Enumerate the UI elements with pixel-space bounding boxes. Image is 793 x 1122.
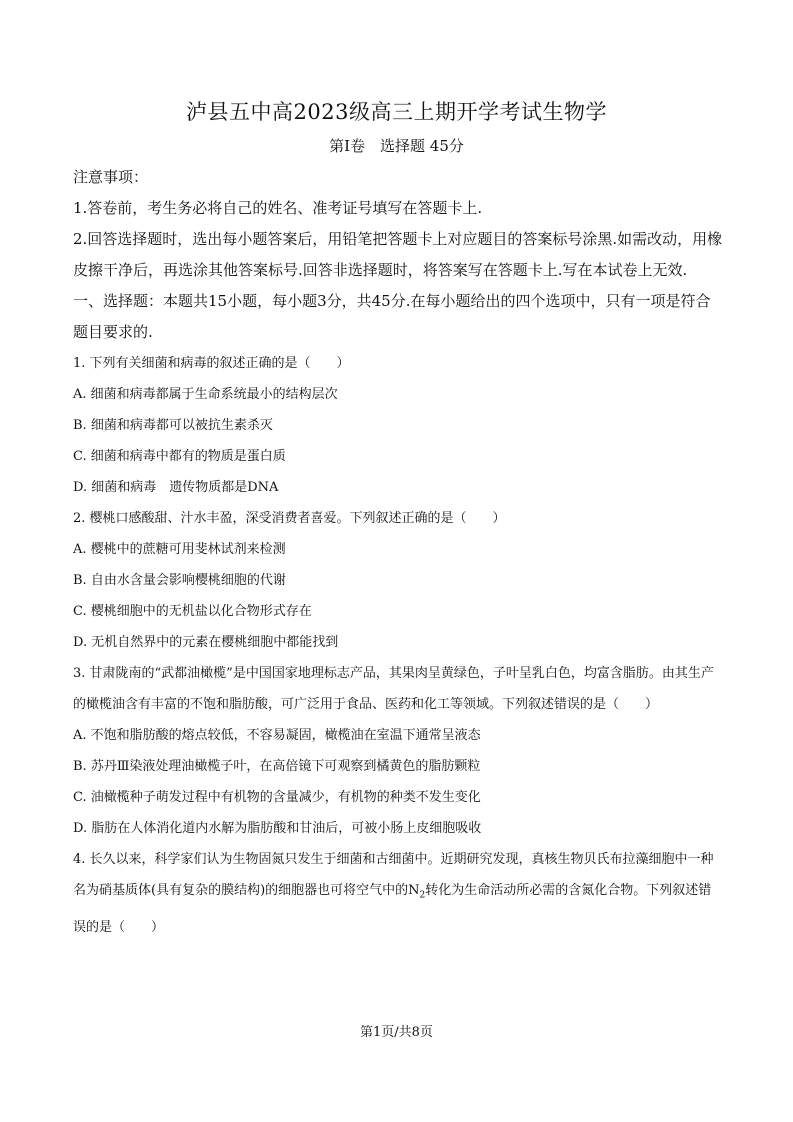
notice-item-1: 1.答卷前，考生务必将自己的姓名、准考证号填写在答题卡上. xyxy=(73,199,483,217)
option-a: A. 不饱和脂肪酸的熔点较低，不容易凝固，橄榄油在室温下通常呈液态 xyxy=(73,728,481,743)
notice-item-2: 2.回答选择题时，选出每小题答案后，用铅笔把答题卡上对应题目的答案标号涂黑.如需改动，用橡皮擦干净后，再选涂其他答案标号.回答非选择题时，将答案写在答题卡上.写在本试卷上无效. xyxy=(73,230,723,279)
question-1 xyxy=(73,348,723,503)
question-stem: 3. 甘肃陇南的“武都油橄榄”是中国国家地理标志产品，其果肉呈黄绿色，子叶呈乳白色，均富含脂肪。由其生产的橄榄油含有丰富的不饱和脂肪酸，可广泛用于食品、医药和化工等领域。下列叙述错误的是（ ） xyxy=(73,666,714,712)
question-stem: 1. 下列有关细菌和病毒的叙述正确的是（ ） xyxy=(73,356,350,371)
question-3 xyxy=(73,658,723,844)
option-a: A. 细菌和病毒都属于生命系统最小的结构层次 xyxy=(73,387,338,402)
option-c: C. 油橄榄种子萌发过程中有机物的含量减少，有机物的种类不发生变化 xyxy=(73,790,481,805)
option-b: B. 自由水含量会影响樱桃细胞的代谢 xyxy=(73,573,286,588)
page-title: 泸县五中高2023级高三上期开学考试生物学 xyxy=(186,100,607,124)
section-intro: 一、选择题：本题共15小题，每小题3分，共45分.在每小题给出的四个选项中，只有一项是符合题目要求的. xyxy=(73,292,711,341)
option-c: C. 樱桃细胞中的无机盐以化合物形式存在 xyxy=(73,604,312,619)
option-c: C. 细菌和病毒中都有的物质是蛋白质 xyxy=(73,449,286,464)
option-d: D. 脂肪在人体消化道内水解为脂肪酸和甘油后，可被小肠上皮细胞吸收 xyxy=(73,821,482,836)
option-b: B. 苏丹Ⅲ染液处理油橄榄子叶，在高倍镜下可观察到橘黄色的脂肪颗粒 xyxy=(73,759,481,774)
page-number: 第1页/共8页 xyxy=(360,1025,433,1040)
question-2 xyxy=(73,503,723,658)
question-stem xyxy=(73,844,723,943)
option-d: D. 无机自然界中的元素在樱桃细胞中都能找到 xyxy=(73,635,339,650)
question-stem-text: 4. 长久以来，科学家们认为生物固氮只发生于细菌和古细菌中。近期研究发现，真核生物贝氏布拉藻细胞中一种名为硝基质体(具有复杂的膜结构)的细胞器也可将空气中的N xyxy=(73,852,714,898)
question-stem-text-cont: 转化为生命活动所必需的含氮化合物。下列叙述错误的是（ ） xyxy=(73,883,712,935)
option-a: A. 樱桃中的蔗糖可用斐林试剂来检测 xyxy=(73,542,286,557)
option-b: B. 细菌和病毒都可以被抗生素杀灭 xyxy=(73,418,273,433)
notice-heading: 注意事项： xyxy=(73,168,149,186)
subscript: 2 xyxy=(419,890,426,901)
question-4 xyxy=(73,844,723,943)
option-d: D. 细菌和病毒 遗传物质都是DNA xyxy=(73,480,279,495)
exam-content xyxy=(73,162,723,943)
section-subtitle: 第I卷 选择题 45分 xyxy=(329,137,464,155)
question-stem: 2. 樱桃口感酸甜、汁水丰盈，深受消费者喜爱。下列叙述正确的是（ ） xyxy=(73,511,506,526)
